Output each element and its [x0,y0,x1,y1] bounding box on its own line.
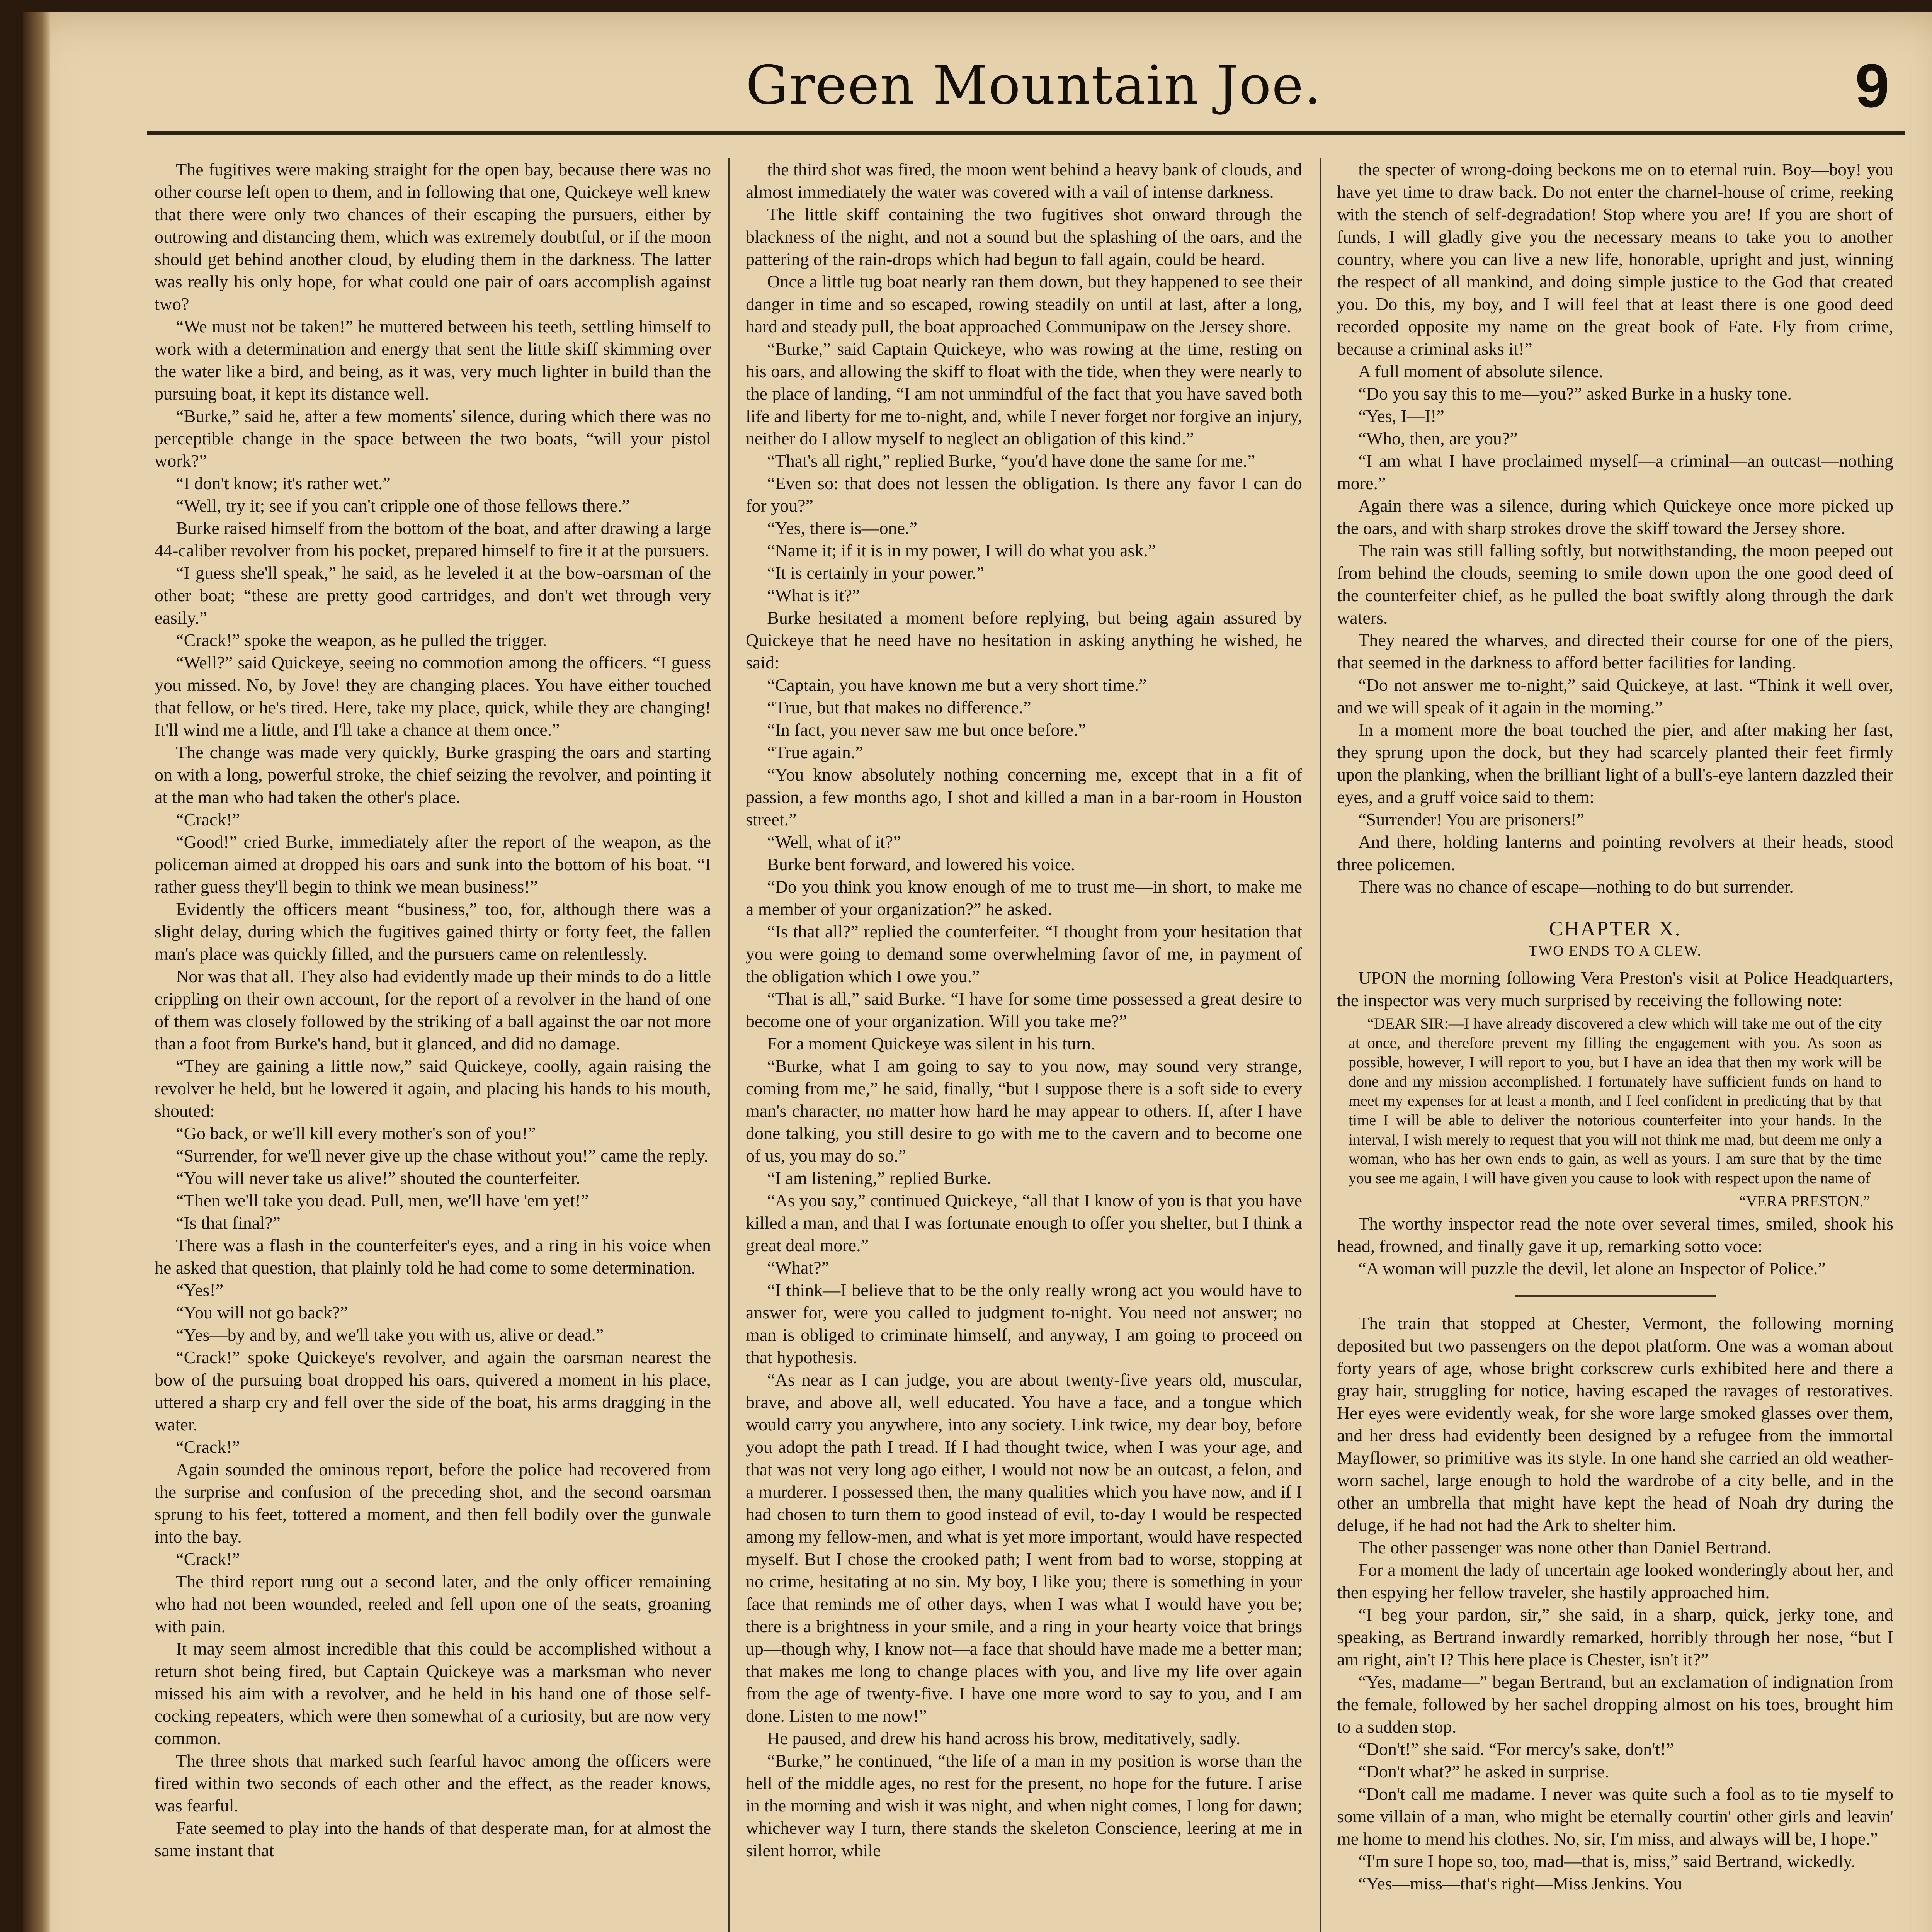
paragraph: And there, holding lanterns and pointing revolvers at their heads, stood three policemen. [1337,832,1893,874]
paragraph: “Even so: that does not lessen the obligation. Is there any favor I can do for you?” [746,473,1302,515]
paragraph: “That is all,” said Burke. “I have for some time possessed a great desire to become one of your organization. Will you take me?” [746,989,1302,1031]
paragraph: “I am listening,” replied Burke. [767,1168,992,1188]
paragraph: They neared the wharves, and directed their course for one of the piers, that seemed in the darkness to afford better facilities for landing. [1337,630,1893,672]
paragraph: “Crack!” [176,1549,240,1569]
text-column-2 [746,158,1302,1932]
paragraph: For a moment the lady of uncertain age looked wonderingly about her, and then espying her fellow traveler, she hastily approached him. [1337,1560,1893,1602]
paragraph: “I beg your pardon, sir,” she said, in a sharp, quick, jerky tone, and speaking, as Bertrand inwardly remarked, horribly through her nose, “but I am right, ain't I? This here place is Chester, isn't it?” [1337,1605,1893,1669]
page-header [147,35,1905,135]
paragraph: “Burke,” said Captain Quickeye, who was rowing at the time, resting on his oars, and allowing the skiff to float with the tide, when they were nearly to the place of landing, “I am not unmindful of the fact that you have saved both life and liberty for me to-night, and, while I never forget nor forgive an injury, neither do I allow myself to neglect an obligation of this kind.” [746,339,1302,448]
page-number: 9 [1855,51,1889,120]
paragraph: “As near as I can judge, you are about twenty-five years old, muscular, brave, and above all, well educated. You have a face, and a tongue which would carry you anywhere, into any society. Link twice, my dear boy, before you adopt the path I tread. If I had thought twice, when I was your age, and that was not very long ago either, I would not now be an outcast, a felon, and a murderer. I possessed then, the many qualities which you have now, and if I had chosen to turn them to good instead of evil, to-day I would be respected among my fellow-men, and what is yet more important, would have respected myself. But I chose the crooked path; I went from bad to worse, stopping at no crime, hesitating at no sin. My boy, I like you; there is something in your face that reminds me of other days, when I was what I would have you be; there is a brightness in your smile, and a ring in your hearty voice that brings up—though why, I know not—a face that should have made me a better man; that makes me long to change places with you, and live my life over again from the age of twenty-five. I have one more word to say to you, and I am done. Listen to me now!” [746,1370,1302,1726]
paragraph: “True again.” [767,742,863,762]
paragraph: There was a flash in the counterfeiter's eyes, and a ring in his voice when he asked that question, that plainly told he had come to some determination. [155,1235,711,1277]
paragraph: “Yes!” [176,1280,224,1300]
paragraph: “You will not go back?” [176,1303,348,1322]
paragraph: “Is that all?” replied the counterfeiter. “I thought from your hesitation that you were going to demand some overwhelming favor of me, in payment of the obligation which I owe you.” [746,922,1302,986]
chapter-heading: CHAPTER X. [1549,917,1682,940]
paragraph: “I think—I believe that to be the only really wrong act you would have to answer for, were you called to judgment to-night. You need not answer; no man is obliged to criminate himself, and anyway, I am going to proceed on that hypothesis. [746,1280,1302,1367]
paragraph: “Yes, madame—” began Bertrand, but an exclamation of indignation from the female, followed by her sachel dropping almost on his toes, brought him to a sudden stop. [1337,1672,1893,1736]
paragraph: A full moment of absolute silence. [1358,361,1603,381]
text-column-1 [155,158,711,1932]
paragraph: The other passenger was none other than Daniel Bertrand. [1358,1537,1772,1557]
paragraph: “Burke,” said he, after a few moments' silence, during which there was no perceptible change in the space between the two boats, “will your pistol work?” [155,406,711,471]
paragraph: The little skiff containing the two fugitives shot onward through the blackness of the night, and not a sound but the splashing of the oars, and the pattering of the rain-drops which had begun to fall again, could be heard. [746,204,1302,269]
paragraph: Once a little tug boat nearly ran them down, but they happened to see their danger in time and so escaped, rowing steadily on until at last, after a long, hard and steady pull, the boat approached Communipaw on the Jersey shore. [746,272,1302,336]
paragraph: The fugitives were making straight for the open bay, because there was no other course left open to them, and in following that one, Quickeye well knew that there were only two chances of their escaping the pursuers, either by outrowing and distancing them, which was extremely doubtful, or if the moon should get behind another cloud, by eluding them in the darkness. The latter was really his only hope, for what could one pair of oars accomplish against two? [155,160,711,314]
paragraph: The worthy inspector read the note over several times, smiled, shook his head, frowned, and finally gave it up, remarking sotto voce: [1337,1214,1893,1256]
paragraph: “Well, try it; see if you can't cripple one of those fellows there.” [176,496,630,515]
paragraph: “Good!” cried Burke, immediately after the report of the weapon, as the policeman aimed at dropped his oars and sunk into the bottom of his boat. “I rather guess they'll begin to think we mean business!” [155,832,711,896]
paragraph: “Yes—miss—that's right—Miss Jenkins. You [1358,1874,1682,1893]
paragraph: “What is it?” [767,585,860,605]
paragraph: “Do you think you know enough of me to trust me—in short, to make me a member of your organization?” he asked. [746,877,1302,919]
paragraph: “Don't what?” he asked in surprise. [1358,1762,1609,1781]
newspaper-page [23,12,1932,1932]
paragraph: Fate seemed to play into the hands of that desperate man, for at almost the same instant that [155,1818,711,1860]
paragraph: “Yes—by and by, and we'll take you with us, alive or dead.” [176,1325,604,1345]
column-rule [1320,158,1321,1932]
paragraph: “It is certainly in your power.” [767,563,985,583]
paragraph: “I'm sure I hope so, too, mad—that is, miss,” said Bertrand, wickedly. [1358,1851,1855,1871]
paragraph: “Is that final?” [176,1213,281,1233]
paragraph: The train that stopped at Chester, Vermont, the following morning deposited but two passengers on the depot platform. One was a woman about forty years of age, whose bright corkscrew curls exhibited here and there a gray hair, struggling for notice, having escaped the ravages of restoratives. Her eyes were evidently weak, for she wore large smoked glasses over them, and her dress had evidently been designed by a refugee from the immortal Mayflower, so primitive was its style. In one hand she carried an old weather-worn sachel, large enough to hold the wardrobe of a city belle, and in the other an umbrella that might have kept the head of Noah dry during the deluge, if he had not had the Ark to shelter him. [1337,1313,1893,1535]
paragraph: Nor was that all. They also had evidently made up their minds to do a little crippling on their own account, for the report of a revolver in the hand of one of them was closely followed by the striking of a ball against the oar not more than a foot from Burke's hand, but it glanced, and did no damage. [155,966,711,1053]
paragraph: “Well?” said Quickeye, seeing no commotion among the officers. “I guess you missed. No, by Jove! they are changing places. You have either touched that fellow, or he's tired. Here, take my place, quick, while they are changing! It'll wind me a little, and I'll take a chance at them once.” [155,653,711,740]
paragraph: “You know absolutely nothing concerning me, except that in a fit of passion, a few months ago, I shot and killed a man in a bar-room in Houston street.” [746,765,1302,829]
paragraph: In a moment more the boat touched the pier, and after making her fast, they sprung upon the dock, but they had scarcely planted their feet firmly upon the planking, when the brilliant light of a bull's-eye lantern dazzled their eyes, and a gruff voice said to them: [1337,720,1893,807]
paragraph: “Do not answer me to-night,” said Quickeye, at last. “Think it well over, and we will speak of it again in the morning.” [1337,675,1893,717]
paragraph: UPON the morning following Vera Preston's visit at Police Headquarters, the inspector was very much surprised by receiving the following note: [1337,968,1893,1010]
paragraph: “Yes, I—I!” [1358,406,1444,426]
section-separator [1515,1295,1716,1297]
paragraph: “We must not be taken!” he muttered between his teeth, settling himself to work with a determination and energy that sent the little skiff skimming over the water like a bird, and being, as it was, very much lighter in build than the pursuing boat, it kept its distance well. [155,316,711,403]
paragraph: Again there was a silence, during which Quickeye once more picked up the oars, and with sharp strokes drove the skiff toward the Jersey shore. [1337,496,1893,538]
paragraph: The third report rung out a second later, and the only officer remaining who had not been wounded, reeled and fell upon one of the seats, groaning with pain. [155,1571,711,1636]
page-binding-edge [23,12,50,1932]
paragraph: “That's all right,” replied Burke, “you'd have done the same for me.” [767,451,1255,471]
paragraph: the specter of wrong-doing beckons me on to eternal ruin. Boy—boy! you have yet time to draw back. Do not enter the charnel-house of crime, reeking with the stench of self-degradation! Stop where you are! If you are short of funds, I will gladly give you the necessary means to take you to another country, where you can live a new life, honorable, upright and just, winning the respect of all mankind, and doing simple justice to the God that created you. Do this, my boy, and I will feel that at least there is one good deed recorded opposite my name on the great book of Fate. Fly from crime, because a criminal asks it!” [1337,160,1893,359]
paragraph: “Surrender! You are prisoners!” [1358,810,1585,829]
paragraph: “Burke, what I am going to say to you now, may sound very strange, coming from me,” he said, finally, “but I suppose there is a soft side to every man's character, no matter how hard he may appear to others. If, after I have done talking, you still desire to go with me to the cavern and to become one of us, you may do so.” [746,1056,1302,1165]
paragraph: “Name it; if it is in my power, I will do what you ask.” [767,541,1156,560]
paragraph: The three shots that marked such fearful havoc among the officers were fired within two seconds of each other and the effect, as the reader knows, was fearful. [155,1751,711,1815]
paragraph: “You will never take us alive!” shouted the counterfeiter. [176,1168,580,1188]
paragraph: There was no chance of escape—nothing to do but surrender. [1358,877,1794,896]
paragraph: “Crack!” [176,1437,240,1457]
paragraph: The rain was still falling softly, but notwithstanding, the moon peeped out from behind the clouds, seeming to smile down upon the one good deed of the counterfeiter chief, as he pulled the boat swiftly along through the dark waters. [1337,541,1893,628]
paragraph: “Surrender, for we'll never give up the chase without you!” came the reply. [176,1146,709,1165]
paragraph: “Then we'll take you dead. Pull, men, we'll have 'em yet!” [176,1190,589,1210]
letter-signature: “VERA PRESTON.” [1739,1192,1870,1210]
paragraph: He paused, and drew his hand across his brow, meditatively, sadly. [767,1728,1241,1748]
paragraph: “Do you say this to me—you?” asked Burke in a husky tone. [1358,384,1792,403]
chapter-subheading: TWO ENDS TO A CLEW. [1529,943,1702,959]
paragraph: “Burke,” he continued, “the life of a man in my position is worse than the hell of the middle ages, no rest for the present, no hope for the future. I arise in the morning and wish it was night, and when night comes, I long for dawn; whichever way I turn, there stands the skeleton Conscience, leering at me in silent horror, while [746,1751,1302,1860]
paragraph: “Who, then, are you?” [1358,429,1518,448]
paragraph: For a moment Quickeye was silent in his turn. [767,1034,1095,1053]
paragraph: “I don't know; it's rather wet.” [176,473,391,493]
paragraph: Burke raised himself from the bottom of the boat, and after drawing a large 44-caliber revolver from his pocket, prepared himself to fire it at the pursuers. [155,518,711,560]
paragraph: “What?” [767,1258,830,1277]
paragraph: “Don't!” she said. “For mercy's sake, don't!” [1358,1739,1674,1759]
paragraph: “I guess she'll speak,” he said, as he leveled it at the bow-oarsman of the other boat; “these are pretty good cartridges, and don't wet through very easily.” [155,563,711,628]
paragraph: Evidently the officers meant “business,” too, for, although there was a slight delay, during which the fugitives gained thirty or forty feet, the fallen man's place was quickly filled, and the pursuers came on relentlessly. [155,899,711,964]
paragraph: “Well, what of it?” [767,832,901,852]
letter-text: “DEAR SIR:—I have already discovered a clew which will take me out of the city at once, and therefore prevent my filling the engagement with you. As soon as possible, however, I will report to you, but I have an idea that then my work will be done and my mission accomplished. I fortunately have sufficient funds on hand to meet my expenses for at least a month, and I feel confident in predicting that by that time I will be able to deliver the notorious counterfeiter into your hands. In the interval, I wish merely to request that you will not think me mad, but deem me only a woman, who has her own ends to gain, as well as yours. I am sure that by the time you see me again, I will have given you cause to look with respect upon the name of [1349,1015,1882,1187]
paragraph: “In fact, you never saw me but once before.” [767,720,1086,740]
paragraph: “I am what I have proclaimed myself—a criminal—an outcast—nothing more.” [1337,451,1893,493]
paragraph: Burke hesitated a moment before replying, but being again assured by Quickeye that he need have no hesitation in asking anything he wished, he said: [746,608,1302,672]
paragraph: “Crack!” spoke the weapon, as he pulled the trigger. [176,630,547,650]
paragraph: “They are gaining a little now,” said Quickeye, coolly, again raising the revolver he held, but he lowered it again, and placing his hands to his mouth, shouted: [155,1056,711,1121]
paragraph: “A woman will puzzle the devil, let alone an Inspector of Police.” [1358,1259,1826,1278]
paragraph: Burke bent forward, and lowered his voice. [767,854,1075,874]
paragraph: The change was made very quickly, Burke grasping the oars and starting on with a long, powerful stroke, the chief seizing the revolver, and pointing it at the man who had taken the other's place. [155,742,711,807]
paragraph: the third shot was fired, the moon went behind a heavy bank of clouds, and almost immediately the water was covered with a vail of intense darkness. [746,160,1302,202]
paragraph: “Yes, there is—one.” [767,518,917,538]
paragraph: “Don't call me madame. I never was quite such a fool as to tie myself to some villain of a man, who might be eternally courtin' other girls and leavin' me home to mend his clothes. No, sir, I'm miss, and always will be, I hope.” [1337,1784,1893,1849]
paragraph: Again sounded the ominous report, before the police had recovered from the surprise and confusion of the preceding shot, and the second oarsman sprung to his feet, tottered a moment, and then fell bodily over the gunwale into the bay. [155,1459,711,1546]
paragraph: “Captain, you have known me but a very short time.” [767,675,1147,695]
paragraph: “Crack!” [176,810,240,829]
paragraph: “As you say,” continued Quickeye, “all that I know of you is that you have killed a man, and that I was fortunate enough to offer you shelter, but I think a great deal more.” [746,1190,1302,1255]
paragraph: It may seem almost incredible that this could be accomplished without a return shot being fired, but Captain Quickeye was a marksman who never missed his aim with a revolver, and he held in his hand one of those self-cocking repeaters, which were then somewhat of a curiosity, but are now very common. [155,1639,711,1748]
paragraph: “Crack!” spoke Quickeye's revolver, and again the oarsman nearest the bow of the pursuing boat dropped his oars, quivered a moment in his place, uttered a sharp cry and fell over the side of the boat, his arms dragging in the water. [155,1347,711,1434]
column-rule [728,158,730,1932]
page-header-title: Green Mountain Joe. [746,54,1322,116]
paragraph: “True, but that makes no difference.” [767,697,1031,717]
text-column-3 [1337,158,1893,1932]
paragraph: “Go back, or we'll kill every mother's son of you!” [176,1123,536,1143]
